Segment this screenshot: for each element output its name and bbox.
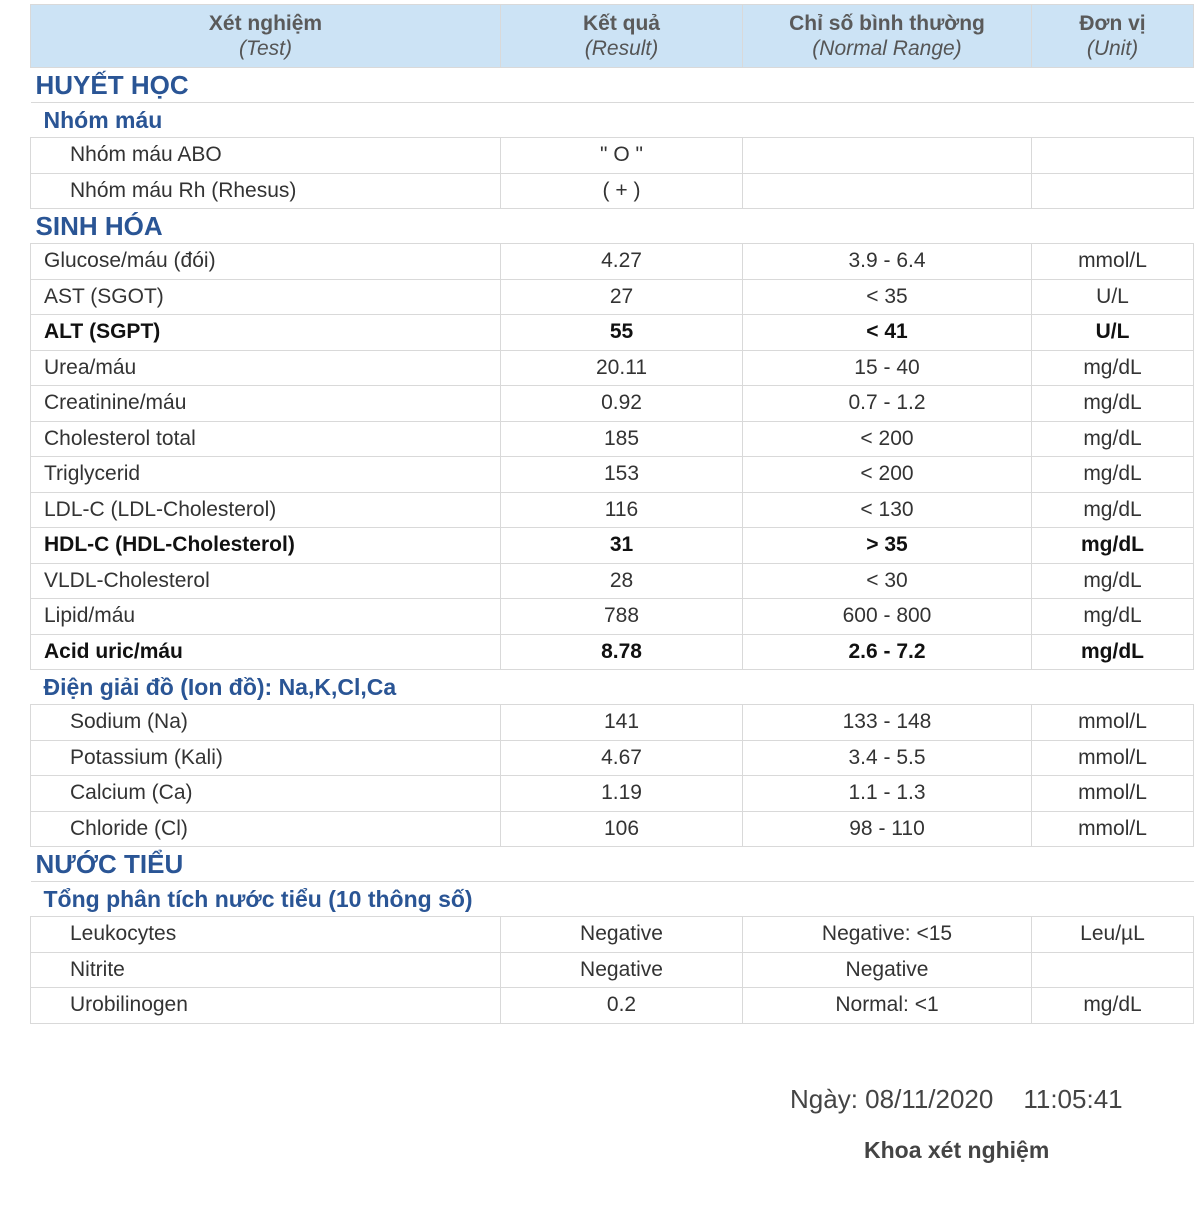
table-row [31,952,1194,988]
section-header-row [31,209,1194,244]
test-name: Urea/máu [31,350,501,386]
test-unit: mmol/L [1032,705,1194,741]
normal-range: < 30 [743,563,1032,599]
test-result: 116 [501,492,743,528]
test-unit [1032,138,1194,174]
test-name: Leukocytes [31,917,501,953]
group-header-row [31,670,1194,705]
table-row [31,138,1194,174]
normal-range: 15 - 40 [743,350,1032,386]
group-title: Điện giải đồ (Ion đồ): Na,K,Cl,Ca [31,670,1194,705]
test-result: 28 [501,563,743,599]
report-time: 11:05:41 [1023,1084,1123,1114]
test-name: Lipid/máu [31,599,501,635]
normal-range: 3.9 - 6.4 [743,244,1032,280]
results-table [30,4,1194,1024]
table-row [31,599,1194,635]
normal-range: > 35 [743,528,1032,564]
test-unit: mg/dL [1032,386,1194,422]
test-result: 4.27 [501,244,743,280]
normal-range: 1.1 - 1.3 [743,776,1032,812]
test-result: 4.67 [501,740,743,776]
test-unit: mg/dL [1032,421,1194,457]
test-result: Negative [501,952,743,988]
test-result: 31 [501,528,743,564]
test-name: Nhóm máu ABO [31,138,501,174]
test-name: Urobilinogen [31,988,501,1024]
table-row [31,315,1194,351]
normal-range: 3.4 - 5.5 [743,740,1032,776]
normal-range [743,173,1032,209]
table-row [31,705,1194,741]
test-result: " O " [501,138,743,174]
test-unit: U/L [1032,315,1194,351]
section-title: HUYẾT HỌC [31,68,1194,103]
test-name: Acid uric/máu [31,634,501,670]
test-result: 55 [501,315,743,351]
test-name: Potassium (Kali) [31,740,501,776]
test-name: Nhóm máu Rh (Rhesus) [31,173,501,209]
table-row [31,421,1194,457]
test-unit [1032,952,1194,988]
group-title: Tổng phân tích nước tiểu (10 thông số) [31,882,1194,917]
test-result: 1.19 [501,776,743,812]
normal-range: 98 - 110 [743,811,1032,847]
test-unit: mmol/L [1032,740,1194,776]
section-header-row [31,847,1194,882]
test-unit: mg/dL [1032,350,1194,386]
normal-range: 133 - 148 [743,705,1032,741]
test-name: AST (SGOT) [31,279,501,315]
test-name: Chloride (Cl) [31,811,501,847]
header-unit [1032,5,1194,68]
table-row [31,279,1194,315]
report-date: Ngày: 08/11/2020 [790,1084,994,1114]
table-row [31,386,1194,422]
table-header-row [31,5,1194,68]
header-result-en: (Result) [584,37,659,60]
header-range [743,5,1032,68]
table-row [31,528,1194,564]
header-test-label: Xét nghiệm [208,12,323,35]
normal-range: Normal: <1 [743,988,1032,1024]
normal-range: Negative [743,952,1032,988]
test-unit: mmol/L [1032,776,1194,812]
table-row [31,173,1194,209]
test-name: VLDL-Cholesterol [31,563,501,599]
table-row [31,350,1194,386]
normal-range: < 200 [743,457,1032,493]
section-title: NƯỚC TIỂU [31,847,1194,882]
group-header-row [31,103,1194,138]
table-row [31,634,1194,670]
test-unit: mg/dL [1032,492,1194,528]
test-result: ( + ) [501,173,743,209]
normal-range [743,138,1032,174]
normal-range: 2.6 - 7.2 [743,634,1032,670]
normal-range: Negative: <15 [743,917,1032,953]
table-row [31,457,1194,493]
test-result: 8.78 [501,634,743,670]
test-result: 788 [501,599,743,635]
test-name: HDL-C (HDL-Cholesterol) [31,528,501,564]
group-header-row [31,882,1194,917]
header-range-en: (Normal Range) [812,37,962,60]
test-result: 20.11 [501,350,743,386]
lab-report [30,4,1193,1163]
header-unit-en: (Unit) [1086,37,1139,60]
table-row [31,988,1194,1024]
test-name: LDL-C (LDL-Cholesterol) [31,492,501,528]
test-result: 27 [501,279,743,315]
test-name: Calcium (Ca) [31,776,501,812]
normal-range: < 41 [743,315,1032,351]
test-unit: U/L [1032,279,1194,315]
group-title: Nhóm máu [31,103,1194,138]
header-range-label: Chỉ số bình thường [789,12,985,35]
test-unit: mg/dL [1032,599,1194,635]
test-result: Negative [501,917,743,953]
test-unit: mg/dL [1032,563,1194,599]
test-result: 106 [501,811,743,847]
header-test-en: (Test) [239,37,292,60]
test-unit: mg/dL [1032,528,1194,564]
department-name: Khoa xét nghiệm [864,1137,1050,1163]
normal-range: 0.7 - 1.2 [743,386,1032,422]
table-row [31,776,1194,812]
test-name: Nitrite [31,952,501,988]
test-unit: mmol/L [1032,244,1194,280]
test-name: Glucose/máu (đói) [31,244,501,280]
test-unit: mg/dL [1032,988,1194,1024]
test-name: ALT (SGPT) [31,315,501,351]
test-unit [1032,173,1194,209]
table-row [31,563,1194,599]
header-unit-label: Đơn vị [1079,12,1146,35]
test-result: 141 [501,705,743,741]
section-header-row [31,68,1194,103]
header-result [501,5,743,68]
test-name: Cholesterol total [31,421,501,457]
test-name: Creatinine/máu [31,386,501,422]
header-test [31,5,501,68]
test-unit: mg/dL [1032,457,1194,493]
normal-range: < 35 [743,279,1032,315]
test-unit: Leu/µL [1032,917,1194,953]
signature-date [790,1084,1123,1115]
normal-range: 600 - 800 [743,599,1032,635]
table-row [31,811,1194,847]
header-result-label: Kết quả [582,12,660,35]
table-row [31,740,1194,776]
table-row [31,244,1194,280]
table-row [31,492,1194,528]
normal-range: < 200 [743,421,1032,457]
table-row [31,917,1194,953]
test-result: 185 [501,421,743,457]
test-result: 0.2 [501,988,743,1024]
section-title: SINH HÓA [31,209,1194,244]
table-body [31,68,1194,1024]
test-result: 0.92 [501,386,743,422]
test-unit: mg/dL [1032,634,1194,670]
test-name: Triglycerid [31,457,501,493]
normal-range: < 130 [743,492,1032,528]
test-unit: mmol/L [1032,811,1194,847]
test-name: Sodium (Na) [31,705,501,741]
test-result: 153 [501,457,743,493]
